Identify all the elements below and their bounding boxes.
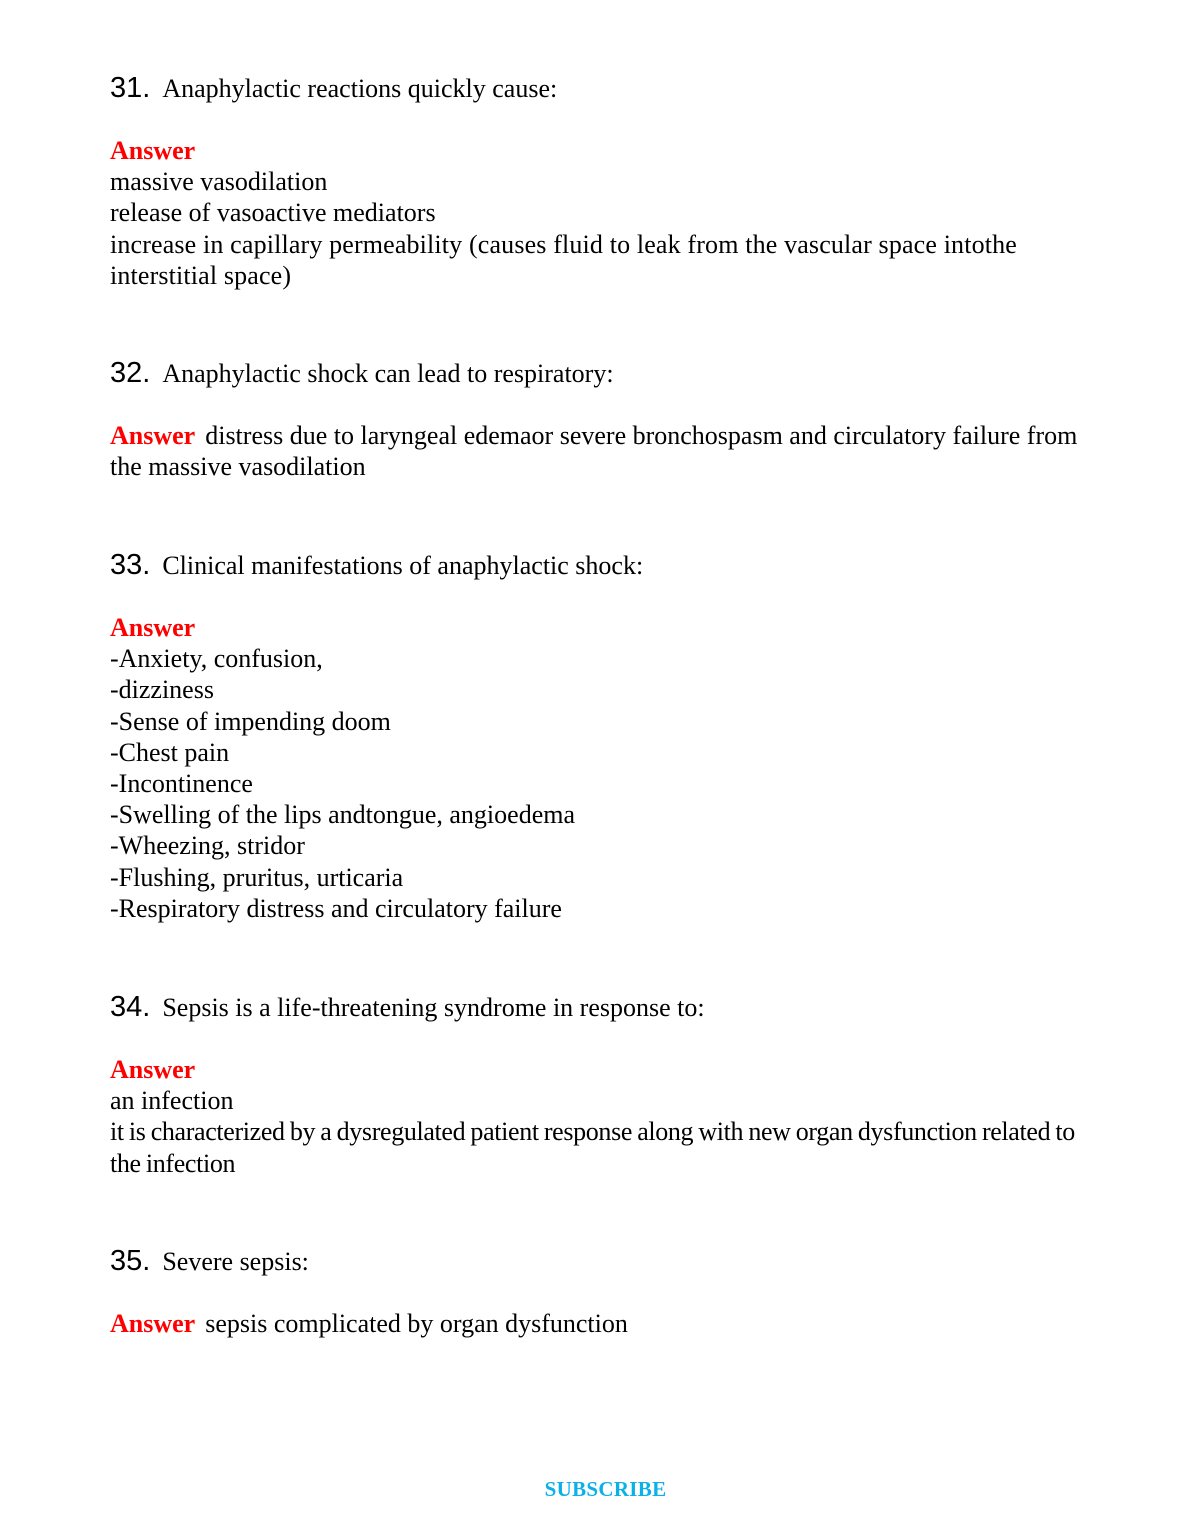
answer-block	[110, 420, 1090, 482]
answer-line: massive vasodilation	[110, 167, 328, 197]
question-text: Anaphylactic reactions quickly cause:	[162, 74, 558, 103]
question-header	[110, 1245, 1090, 1278]
answer-line: -dizziness	[110, 675, 214, 705]
question-text: Clinical manifestations of anaphylactic shock:	[162, 551, 644, 580]
answer-line: release of vasoactive mediators	[110, 198, 436, 228]
answer-line: -Wheezing, stridor	[110, 831, 305, 861]
answer-line: an infection	[110, 1086, 234, 1116]
answer-line: -Flushing, pruritus, urticaria	[110, 862, 404, 892]
answer-line: -Sense of impending doom	[110, 706, 391, 736]
answer-line: -Swelling of the lips andtongue, angioedema	[110, 800, 576, 830]
question-text: Sepsis is a life-threatening syndrome in response to:	[162, 993, 705, 1022]
answer-line: increase in capillary permeability (causes fluid to leak from the vascular space intothe interstitial space)	[110, 229, 1017, 290]
question-number: 35.	[110, 1245, 151, 1277]
question-text: Anaphylactic shock can lead to respiratory:	[162, 359, 614, 388]
answer-label: Answer	[110, 421, 196, 450]
question-31	[110, 72, 1090, 291]
answer-label: Answer	[110, 1055, 196, 1084]
question-header	[110, 72, 1090, 105]
answer-block	[110, 612, 1090, 924]
question-34	[110, 991, 1090, 1179]
answer-line: it is characterized by a dysregulated patient response along with new organ dysfunction related to the infection	[110, 1117, 1075, 1178]
answer-text: distress due to laryngeal edemaor severe bronchospasm and circulatory failure from the massive vasodilation	[110, 421, 1078, 482]
question-35	[110, 1245, 1090, 1339]
question-33	[110, 549, 1090, 924]
answer-label: Answer	[110, 136, 196, 165]
answer-label: Answer	[110, 1309, 196, 1338]
subscribe-link[interactable]: SUBSCRIBE	[544, 1477, 667, 1501]
answer-block	[110, 135, 1090, 291]
question-number: 32.	[110, 357, 151, 389]
answer-line: -Chest pain	[110, 737, 230, 767]
question-number: 34.	[110, 991, 151, 1023]
answer-line: -Anxiety, confusion,	[110, 644, 323, 674]
question-header	[110, 549, 1090, 582]
question-number: 33.	[110, 549, 151, 581]
answer-block	[110, 1308, 1090, 1339]
question-number: 31.	[110, 72, 151, 104]
answer-label: Answer	[110, 613, 196, 642]
answer-text: sepsis complicated by organ dysfunction	[205, 1309, 628, 1338]
answer-block	[110, 1054, 1090, 1179]
answer-line: -Incontinence	[110, 769, 253, 799]
answer-line: -Respiratory distress and circulatory failure	[110, 893, 562, 923]
question-header	[110, 991, 1090, 1024]
question-text: Severe sepsis:	[162, 1247, 309, 1276]
question-header	[110, 357, 1090, 390]
question-32	[110, 357, 1090, 482]
